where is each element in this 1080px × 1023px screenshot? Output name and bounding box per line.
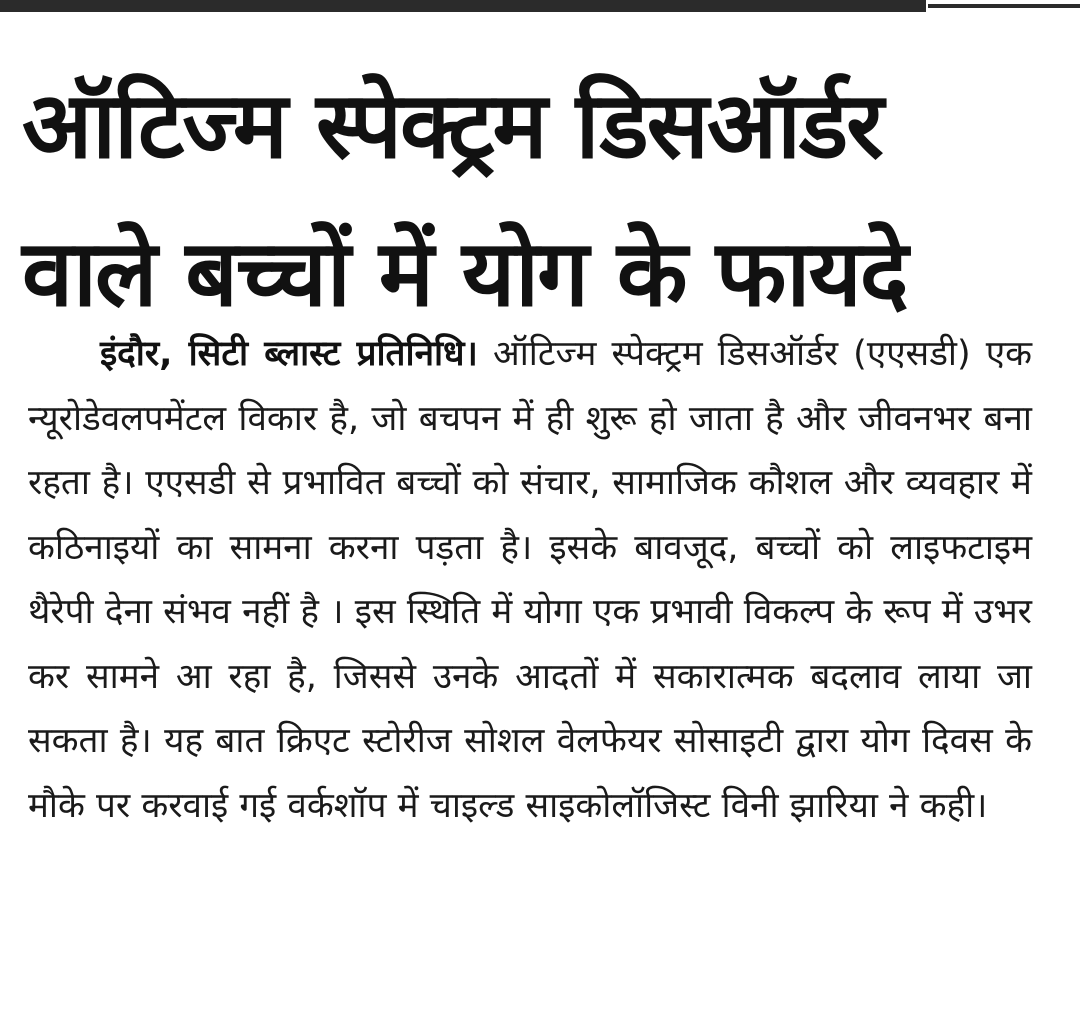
- headline: [22, 52, 1062, 348]
- article-text: ऑटिज्म स्पेक्ट्रम डिसऑर्डर (एएसडी) एक न्यूरोडेवलपमेंटल विकार है, जो बचपन में ही शुरू हो जाता है और जीवनभर बना रहता है। एएसडी से प्रभावित बच्चों को संचार, सामाजिक कौशल और व्यवहार में कठिनाइयों का सामना करना पड़ता है। इसके बावजूद, बच्चों को लाइफटाइम थैरेपी देना संभव नहीं है । इस स्थिति में योगा एक प्रभावी विकल्प के रूप में उभर कर सामने आ रहा है, जिससे उनके आदतों में सकारात्मक बदलाव लाया जा सकता है। यह बात क्रिएट स्टोरीज सोशल वेलफेयर सोसाइटी द्वारा योग दिवस के मौके पर करवाई गई वर्कशॉप में चाइल्ड साइकोलॉजिस्ट विनी झारिया ने कही।: [28, 334, 1032, 826]
- headline-line-2: वाले बच्चों में योग के फायदे: [22, 220, 907, 327]
- headline-line-1: ऑटिज्म स्पेक्ट्रम डिसऑर्डर: [22, 72, 882, 179]
- top-rule-thin: [928, 4, 1080, 8]
- top-rule: [0, 0, 926, 12]
- dateline: इंदौर, सिटी ब्लास्ट प्रतिनिधि।: [100, 334, 478, 374]
- article-body: [28, 322, 1032, 838]
